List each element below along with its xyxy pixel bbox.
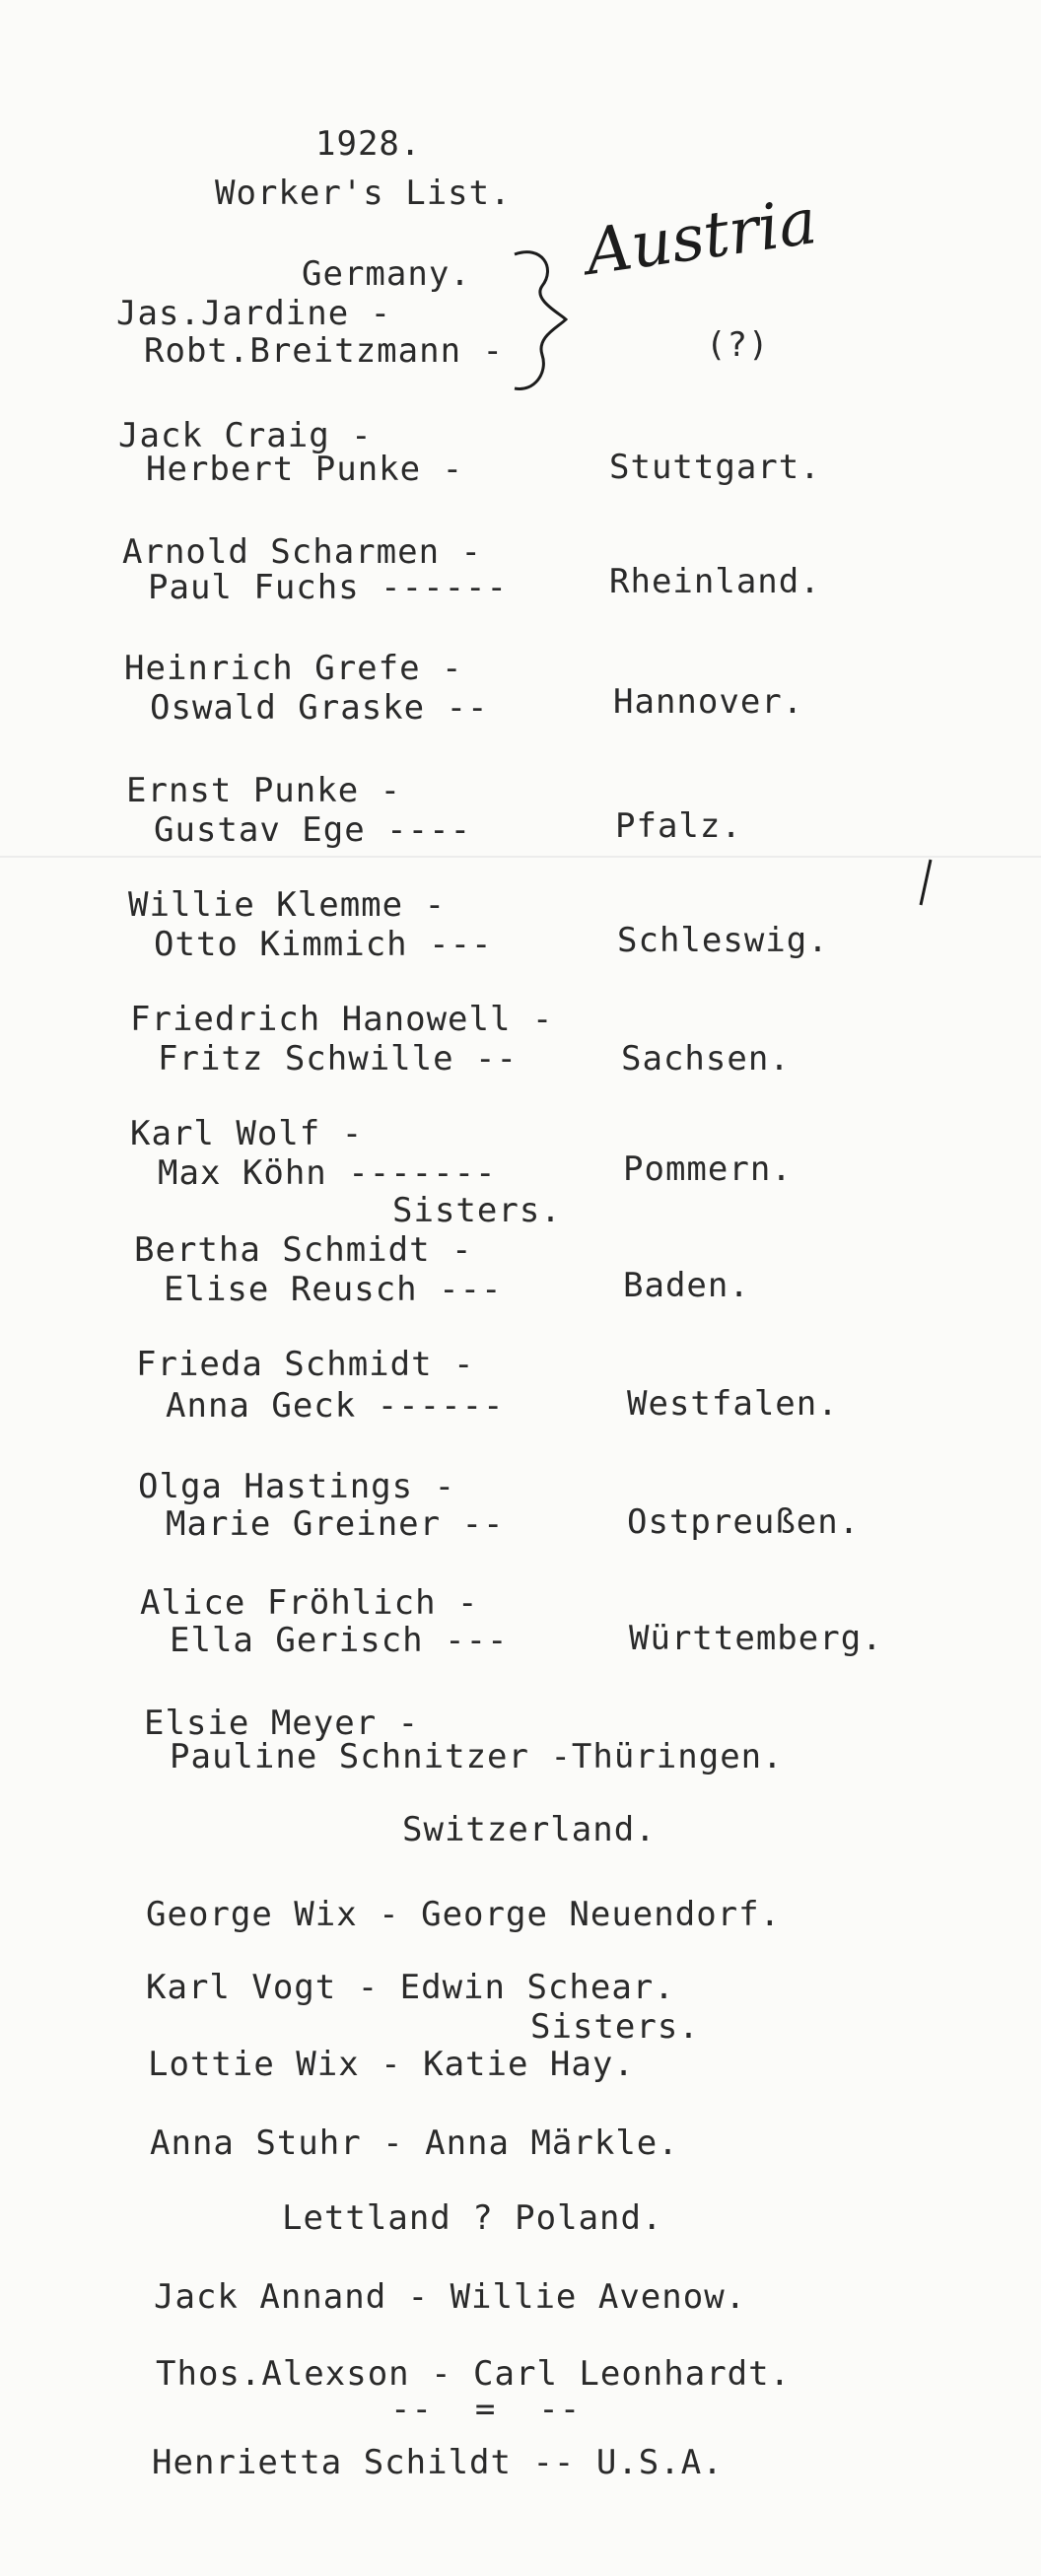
entry-line: Elsie Meyer - xyxy=(144,1704,420,1743)
heading-germany: Germany. xyxy=(302,254,471,294)
region-label: Stuttgart. xyxy=(609,448,821,487)
entry-line: Karl Wolf - xyxy=(130,1114,364,1153)
entry-line: Willie Klemme - xyxy=(128,885,447,925)
entry-line: Anna Stuhr - Anna Märkle. xyxy=(150,2123,679,2163)
entry-line: George Wix - George Neuendorf. xyxy=(146,1895,782,1934)
heading-sisters: Sisters. xyxy=(392,1191,562,1230)
handwritten-brace xyxy=(513,248,582,396)
paper-fold-line xyxy=(0,856,1041,858)
entry-line: Pauline Schnitzer -Thüringen. xyxy=(170,1737,784,1776)
region-label: Schleswig. xyxy=(617,921,829,960)
entry-line: Oswald Graske -- xyxy=(150,688,489,728)
entry-line: Arnold Scharmen - xyxy=(122,532,482,572)
region-label: Württemberg. xyxy=(629,1619,883,1658)
entry-line: Gustav Ege ---- xyxy=(154,810,472,850)
entry-line: Jas.Jardine - xyxy=(116,294,392,333)
entry-line: Henrietta Schildt -- U.S.A. xyxy=(152,2443,724,2482)
entry-line: Bertha Schmidt - xyxy=(134,1230,473,1270)
region-label: Hannover. xyxy=(613,682,804,722)
heading-lettland-poland: Lettland ? Poland. xyxy=(282,2198,663,2238)
entry-line: Max Köhn ------- xyxy=(158,1153,497,1193)
region-label: Baden. xyxy=(623,1266,750,1305)
separator-line: -- = -- xyxy=(390,2390,582,2429)
entry-line: Jack Annand - Willie Avenow. xyxy=(154,2277,747,2317)
entry-line: Otto Kimmich --- xyxy=(154,925,493,964)
entry-line: Olga Hastings - xyxy=(138,1467,456,1506)
entry-line: Lottie Wix - Katie Hay. xyxy=(148,2045,635,2084)
entry-line: Alice Fröhlich - xyxy=(140,1583,479,1623)
entry-line: Frieda Schmidt - xyxy=(136,1345,475,1384)
entry-line: Marie Greiner -- xyxy=(166,1504,505,1544)
region-label: Westfalen. xyxy=(627,1384,839,1424)
handwritten-austria: Austria xyxy=(581,184,821,290)
austria-question: (?) xyxy=(706,325,770,365)
region-label: Rheinland. xyxy=(609,562,821,601)
entry-line: Fritz Schwille -- xyxy=(158,1039,518,1079)
entry-line: Heinrich Grefe - xyxy=(124,649,463,688)
entry-line: Karl Vogt - Edwin Schear. xyxy=(146,1968,675,2007)
region-label: Pfalz. xyxy=(615,806,742,846)
entry-line: Robt.Breitzmann - xyxy=(144,331,504,371)
entry-line: Friedrich Hanowell - xyxy=(130,1000,554,1039)
pen-mark xyxy=(915,858,935,909)
region-label: Sachsen. xyxy=(621,1039,791,1079)
entry-line: Elise Reusch --- xyxy=(164,1270,503,1309)
heading-sisters: Sisters. xyxy=(530,2007,700,2047)
region-label: Ostpreußen. xyxy=(627,1502,861,1542)
entry-line: Ella Gerisch --- xyxy=(170,1621,509,1660)
region-label: Pommern. xyxy=(623,1149,793,1189)
heading-switzerland: Switzerland. xyxy=(402,1810,657,1849)
entry-line: Anna Geck ------ xyxy=(166,1386,505,1426)
entry-line: Thos.Alexson - Carl Leonhardt. xyxy=(156,2354,792,2394)
entry-line: Jack Craig - xyxy=(118,416,373,455)
entry-line: Paul Fuchs ------ xyxy=(148,568,508,607)
entry-line: Herbert Punke - xyxy=(146,450,464,489)
entry-line: Ernst Punke - xyxy=(126,771,402,810)
document-title: Worker's List. xyxy=(215,174,512,213)
document-year: 1928. xyxy=(315,124,422,164)
